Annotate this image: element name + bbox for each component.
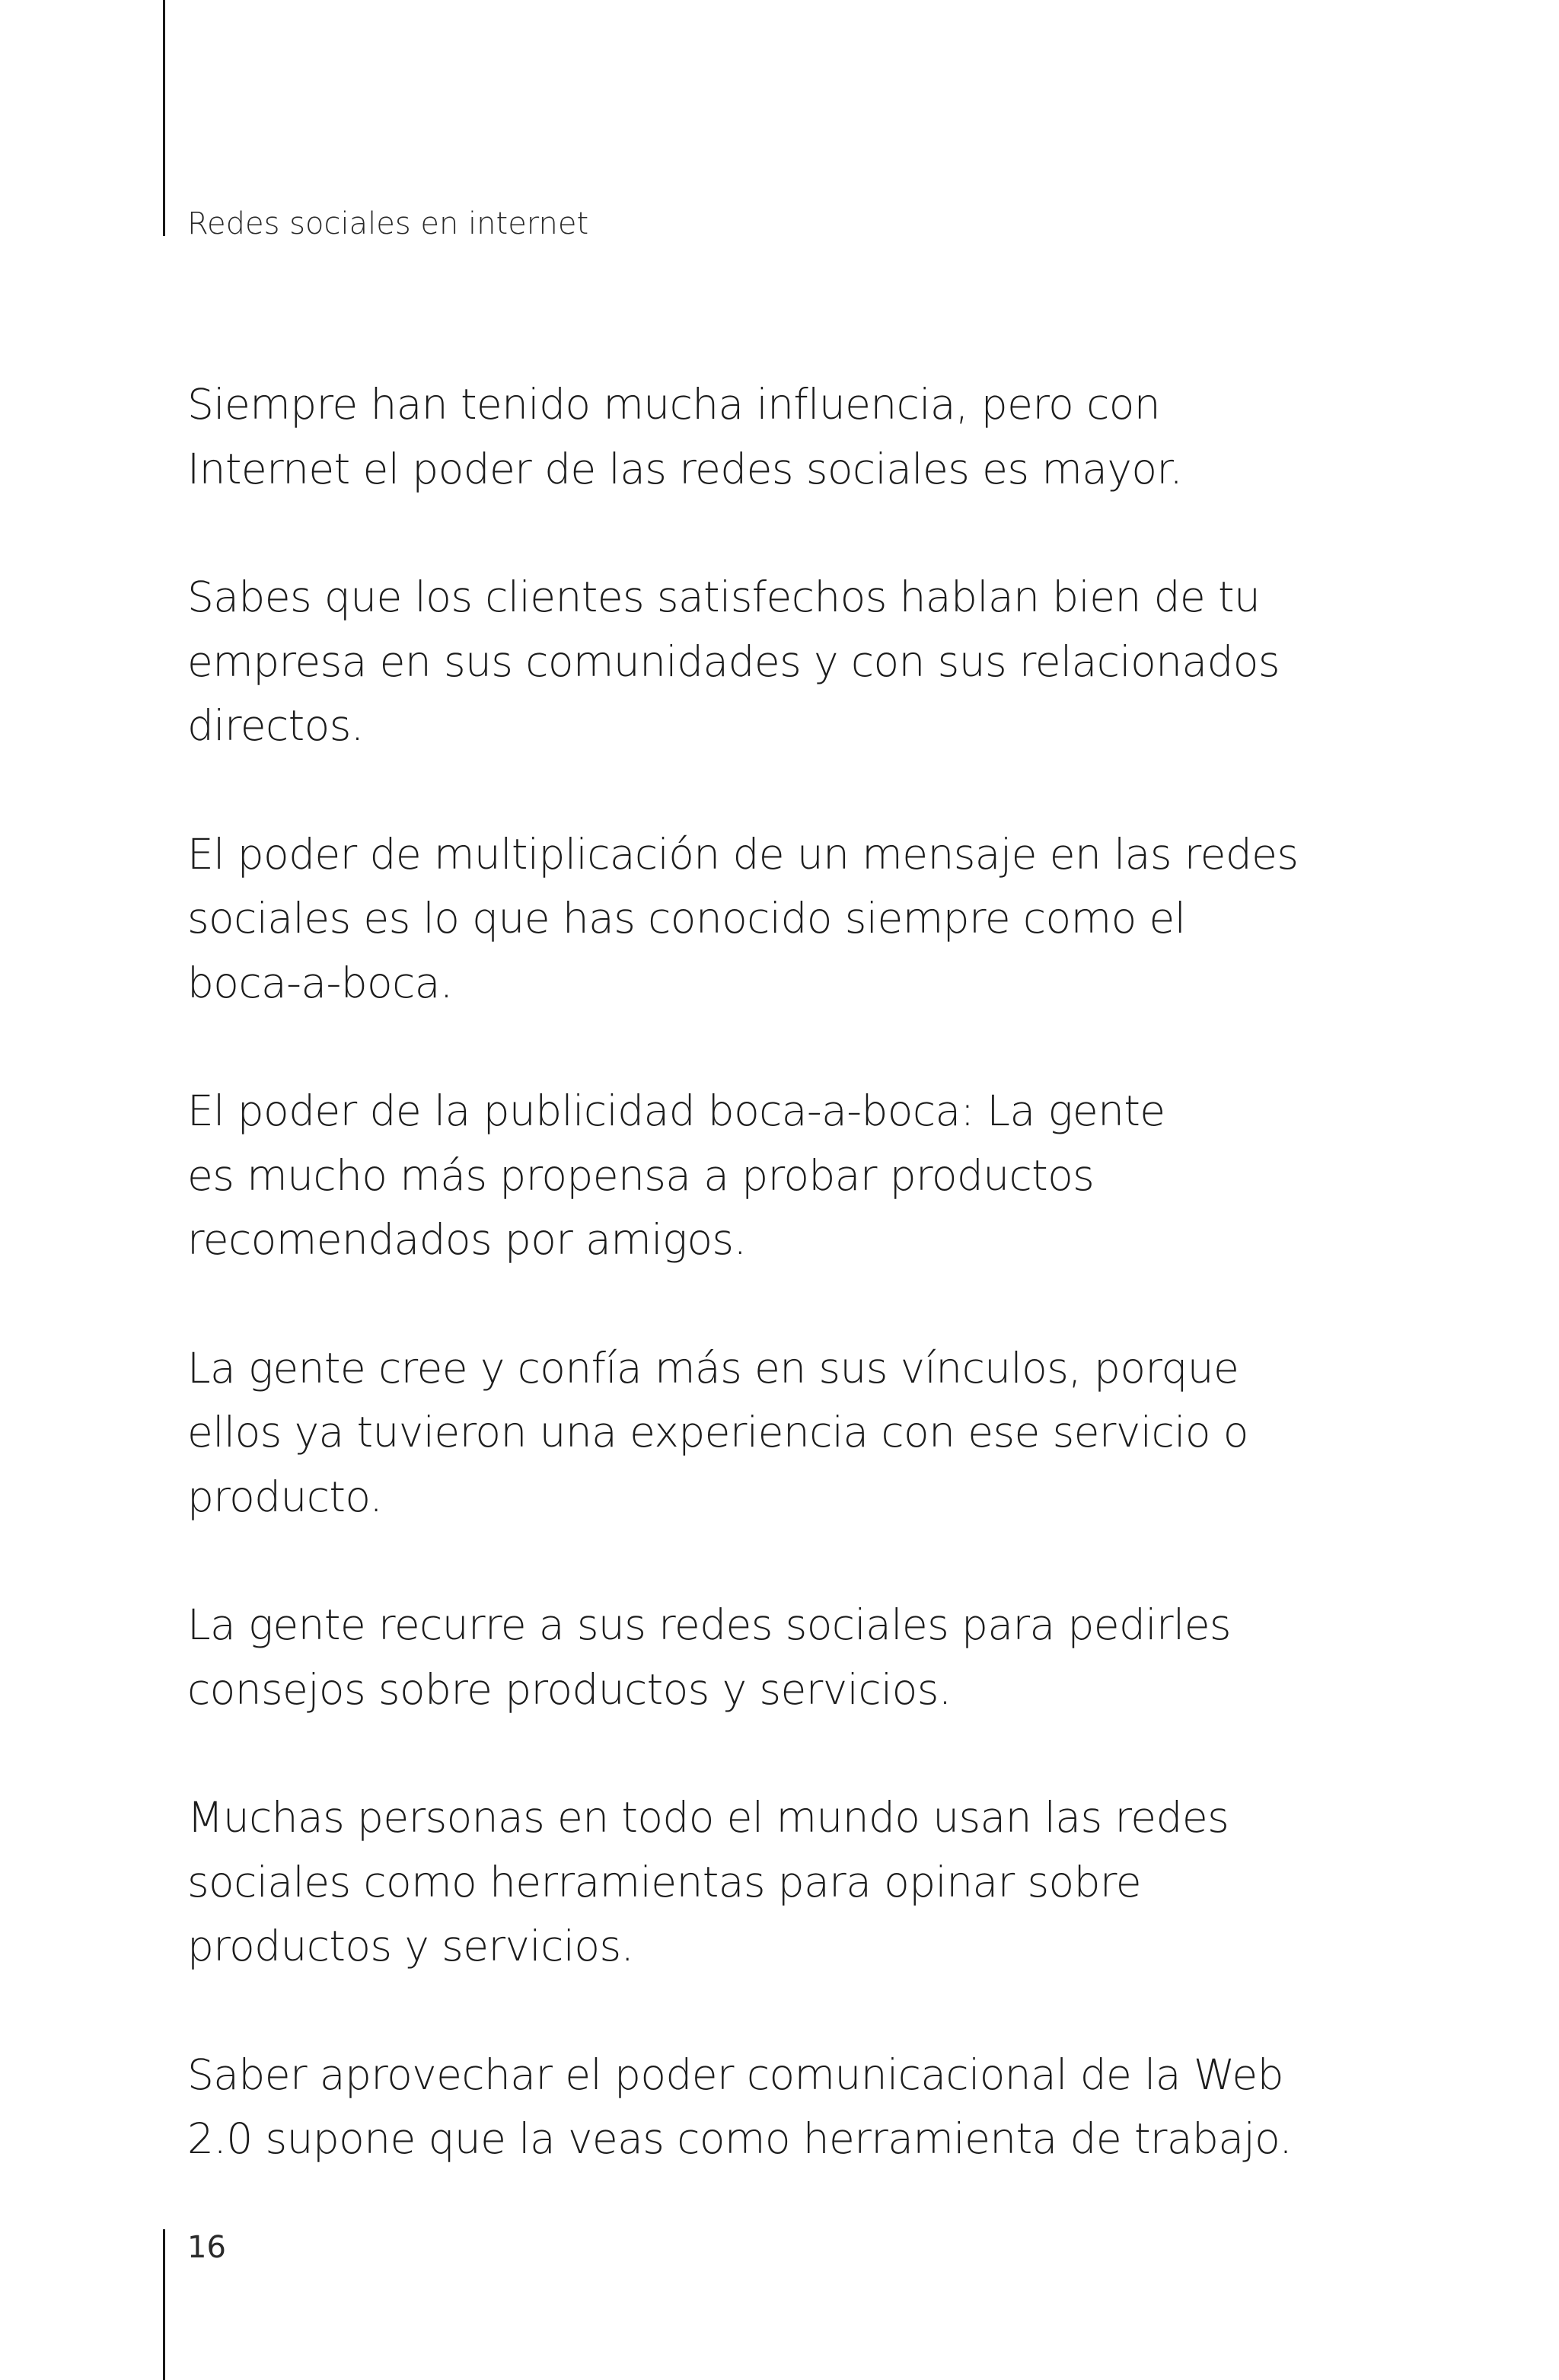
text-line: Sabes que los clientes satisfechos hablan bien de tu: [187, 573, 1261, 621]
paragraph: [187, 1593, 1344, 1721]
paragraph: [187, 565, 1344, 758]
text-line: boca-a-boca.: [187, 958, 453, 1007]
text-line: sociales como herramientas para opinar sobre: [187, 1857, 1141, 1906]
text-line: consejos sobre productos y servicios.: [187, 1664, 952, 1714]
paragraph: [187, 822, 1344, 1016]
text-line: ellos ya tuvieron una experiencia con ese servicio o: [187, 1408, 1248, 1456]
text-line: La gente recurre a sus redes sociales para pedirles: [187, 1600, 1231, 1649]
text-line: productos y servicios.: [187, 1922, 634, 1970]
paragraph: [187, 1079, 1344, 1272]
text-line: 2.0 supone que la veas como herramienta de trabajo.: [187, 2114, 1293, 2163]
paragraph: [187, 1336, 1344, 1530]
header-margin-rule: [163, 0, 165, 236]
running-header: Redes sociales en internet: [187, 206, 589, 241]
text-line: Internet el poder de las redes sociales es mayor.: [187, 444, 1183, 493]
text-line: sociales es lo que has conocido siempre como el: [187, 894, 1186, 943]
body-text: [187, 372, 1344, 2235]
text-line: Siempre han tenido mucha influencia, pero con: [187, 380, 1161, 429]
paragraph: [187, 1785, 1344, 1979]
text-line: El poder de multiplicación de un mensaje en las redes: [187, 829, 1299, 879]
text-line: empresa en sus comunidades y con sus relacionados: [187, 636, 1280, 686]
text-line: producto.: [187, 1472, 383, 1521]
text-line: Muchas personas en todo el mundo usan las redes: [187, 1793, 1229, 1842]
text-line: La gente cree y confía más en sus vínculos, porque: [187, 1343, 1239, 1393]
paragraph: [187, 2043, 1344, 2171]
text-line: es mucho más propensa a probar productos: [187, 1150, 1095, 1200]
paragraph: [187, 372, 1344, 501]
page-number: 16: [187, 2230, 226, 2265]
footer-margin-rule: [163, 2229, 165, 2380]
text-line: directos.: [187, 701, 364, 750]
text-line: El poder de la publicidad boca-a-boca: La gente: [187, 1086, 1165, 1135]
text-line: recomendados por amigos.: [187, 1215, 747, 1264]
text-line: Saber aprovechar el poder comunicacional de la Web: [187, 2050, 1283, 2099]
